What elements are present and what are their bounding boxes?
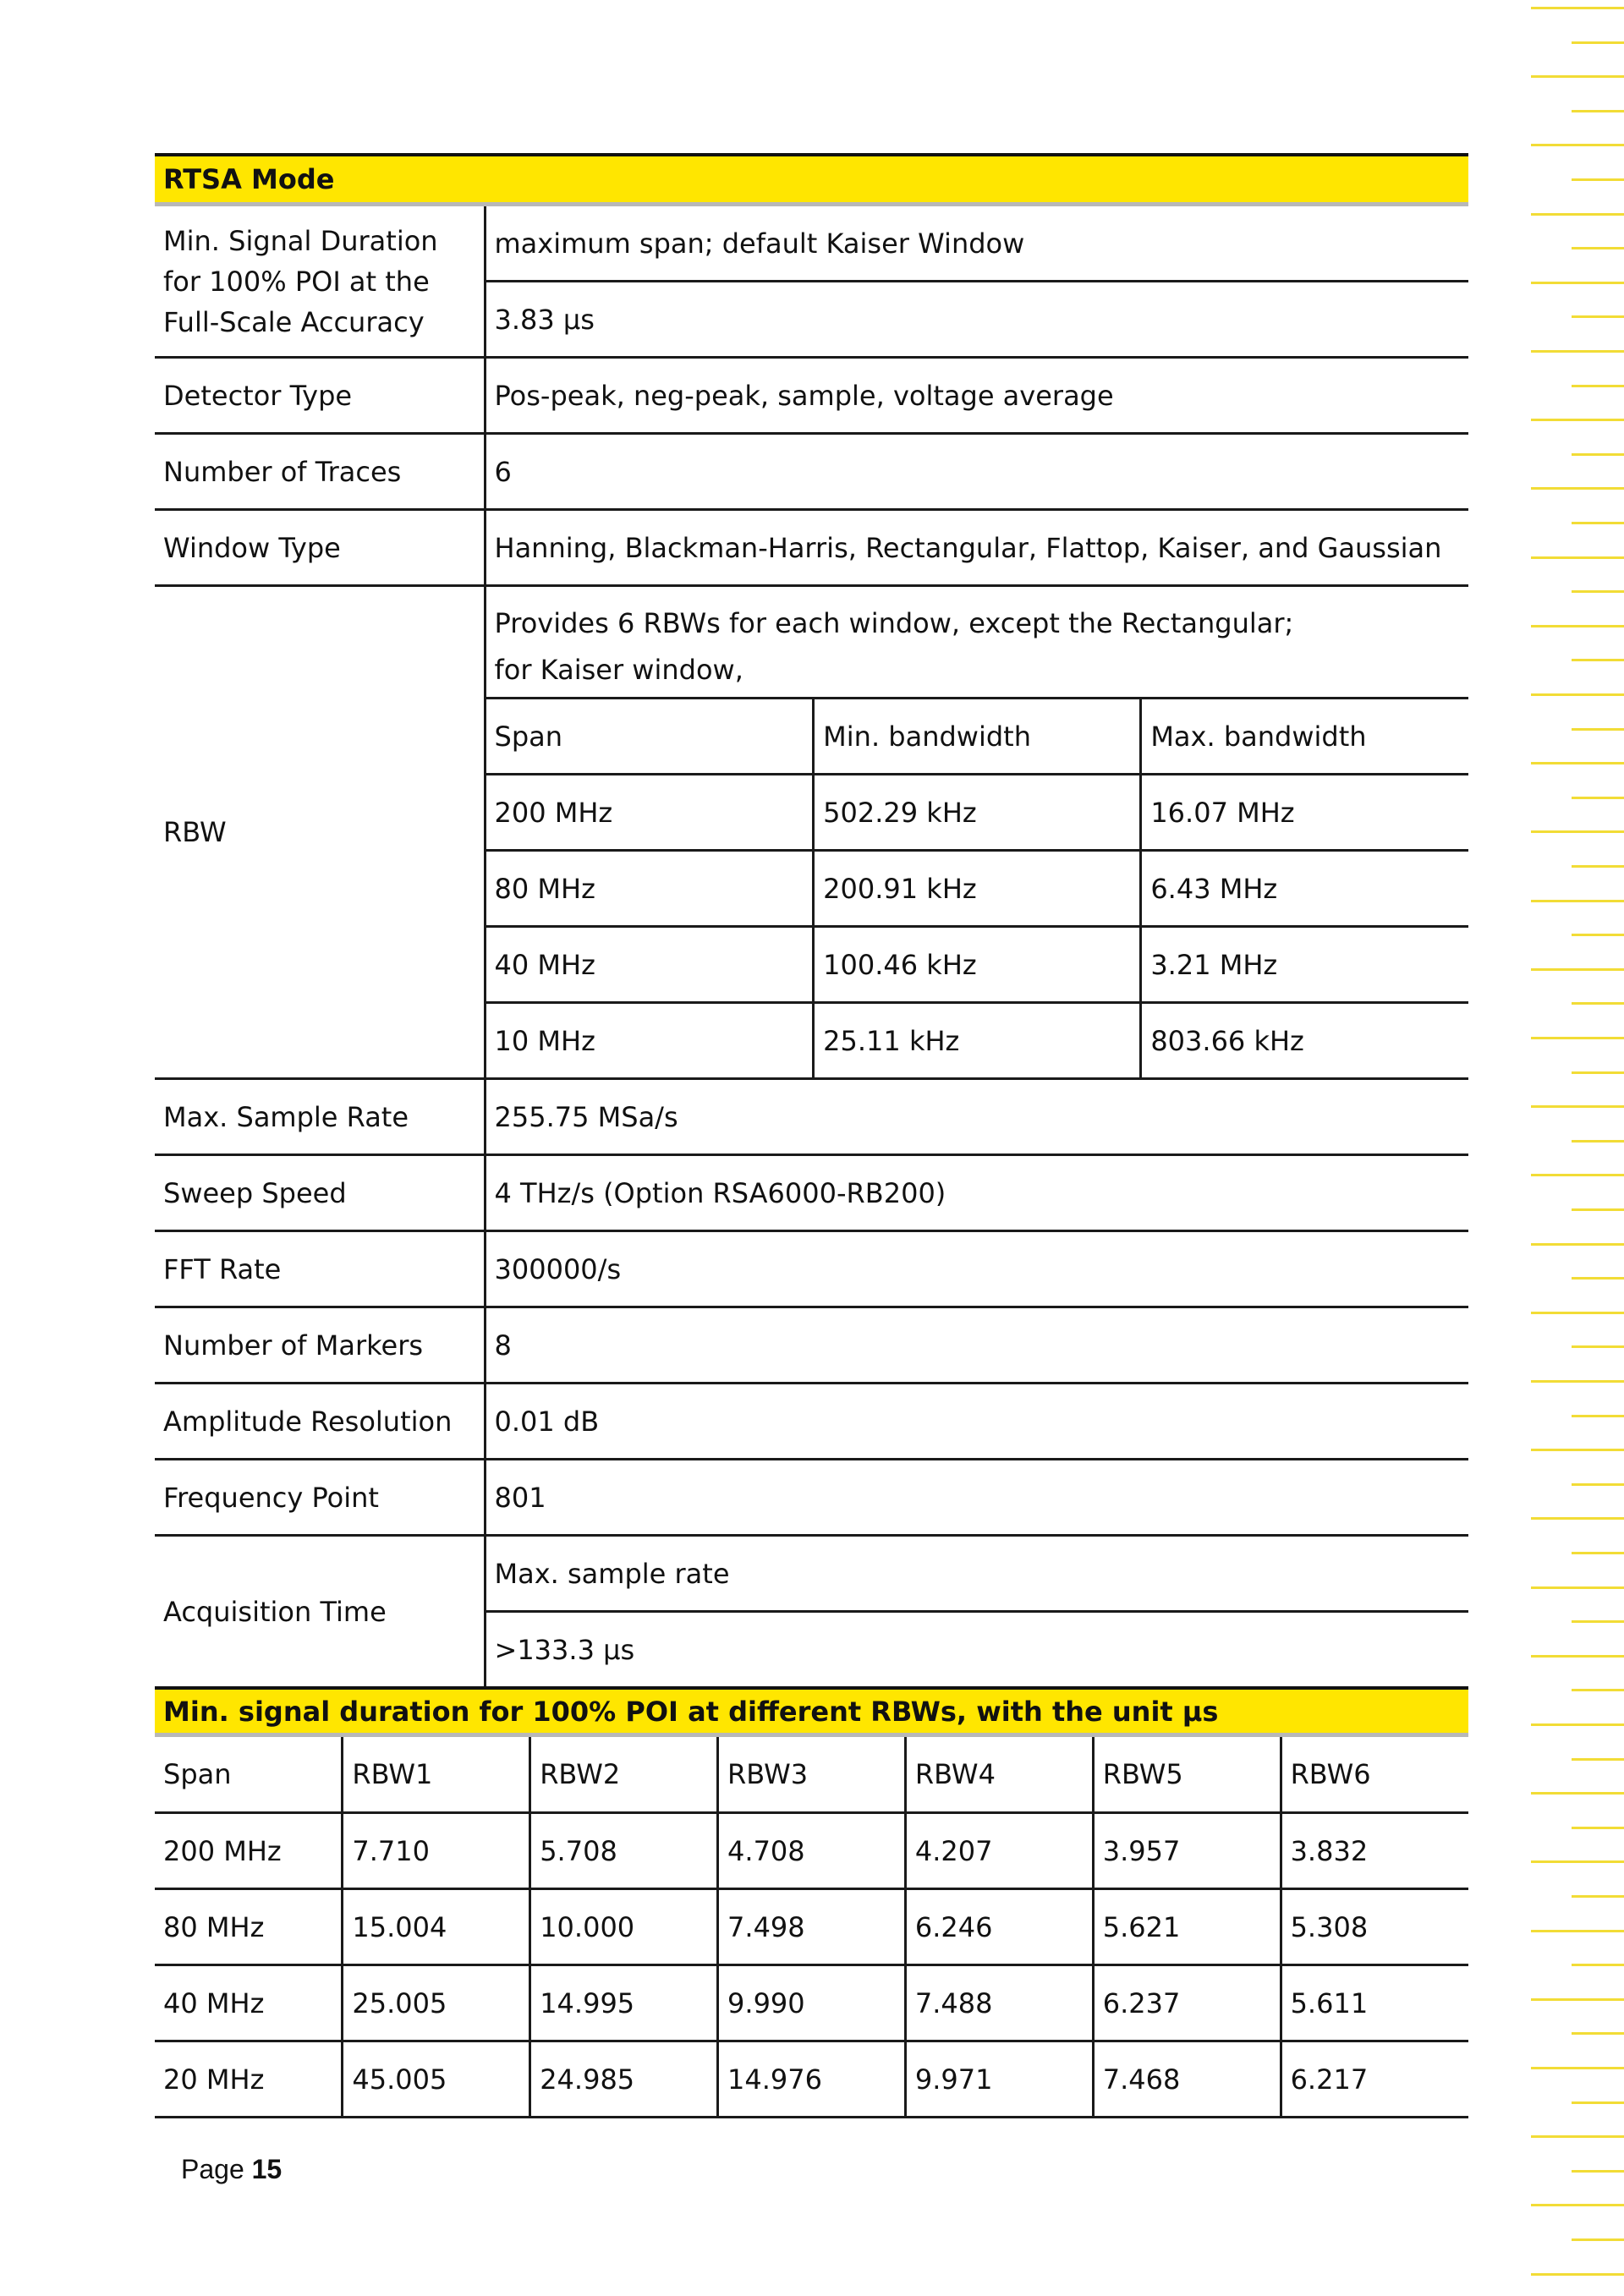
margin-tick	[1531, 693, 1624, 696]
poi-cell: 5.708	[530, 1813, 718, 1889]
margin-tick	[1531, 1517, 1624, 1520]
spec-value: Hanning, Blackman-Harris, Rectangular, Flattop, Kaiser, and Gaussian	[485, 510, 1468, 586]
margin-tick	[1572, 1689, 1624, 1691]
spec-sheet	[155, 153, 1468, 2118]
spec-label: Min. Signal Duration for 100% POI at the Full-Scale Accuracy	[155, 206, 485, 358]
rbw-table	[486, 699, 1469, 1077]
margin-tick	[1572, 385, 1624, 387]
spec-label: Max. Sample Rate	[155, 1079, 485, 1155]
spec-label: Number of Traces	[155, 434, 485, 510]
margin-tick	[1531, 1998, 1624, 2001]
poi-cell: 7.710	[343, 1813, 530, 1889]
poi-header-cell: RBW1	[343, 1737, 530, 1813]
rbw-intro-line-1: Provides 6 RBWs for each window, except the Rectangular;	[494, 607, 1294, 639]
margin-tick	[1531, 556, 1624, 559]
margin-tick	[1572, 2170, 1624, 2173]
margin-tick	[1572, 1827, 1624, 1829]
margin-tick	[1572, 2238, 1624, 2241]
poi-cell: 7.488	[905, 1965, 1093, 2041]
margin-tick	[1531, 1655, 1624, 1658]
spec-label: Frequency Point	[155, 1460, 485, 1536]
margin-tick	[1531, 1174, 1624, 1176]
spec-row-fft-rate	[155, 1231, 1468, 1307]
margin-tick	[1531, 1792, 1624, 1795]
poi-title: Min. signal duration for 100% POI at different RBWs, with the unit μs	[155, 1688, 1468, 1735]
spec-value: Pos-peak, neg-peak, sample, voltage average	[485, 358, 1468, 434]
poi-header-table	[155, 1686, 1468, 1737]
poi-header-cell: RBW5	[1093, 1737, 1281, 1813]
rbw-row	[486, 775, 1469, 851]
poi-row	[155, 1813, 1468, 1889]
spec-row-sweep-speed	[155, 1155, 1468, 1231]
margin-tick	[1572, 110, 1624, 112]
spec-value: 6	[485, 434, 1468, 510]
poi-cell: 5.611	[1281, 1965, 1468, 2041]
margin-tick	[1572, 1345, 1624, 1348]
rtsa-title: RTSA Mode	[155, 155, 1468, 205]
margin-tick	[1531, 1860, 1624, 1863]
spec-row-acquisition	[155, 1536, 1468, 1612]
spec-value: 801	[485, 1460, 1468, 1536]
rbw-cell: 200 MHz	[486, 775, 814, 851]
margin-tick	[1572, 522, 1624, 524]
margin-tick	[1531, 213, 1624, 216]
spec-value: 300000/s	[485, 1231, 1468, 1307]
rbw-intro	[486, 587, 1469, 699]
margin-tick	[1531, 1380, 1624, 1383]
rbw-row	[486, 927, 1469, 1003]
poi-cell: 5.621	[1093, 1889, 1281, 1965]
margin-tick	[1572, 1483, 1624, 1486]
margin-tick	[1572, 1002, 1624, 1005]
poi-cell: 5.308	[1281, 1889, 1468, 1965]
poi-cell: 9.990	[718, 1965, 906, 2041]
margin-tick	[1531, 900, 1624, 902]
spec-row-sample-rate	[155, 1079, 1468, 1155]
rtsa-spec-table	[155, 153, 1468, 206]
margin-tick	[1531, 7, 1624, 9]
poi-cell: 4.708	[718, 1813, 906, 1889]
margin-tick	[1572, 41, 1624, 44]
margin-tick	[1531, 2204, 1624, 2206]
rbw-header-row	[486, 699, 1469, 775]
poi-row	[155, 2041, 1468, 2118]
spec-condition: maximum span; default Kaiser Window	[485, 206, 1468, 282]
margin-tick	[1572, 1277, 1624, 1280]
margin-tick	[1572, 2032, 1624, 2035]
margin-tick-marks	[1531, 0, 1624, 2296]
rbw-cell: 200.91 kHz	[814, 851, 1141, 927]
poi-header-cell: RBW4	[905, 1737, 1093, 1813]
margin-tick	[1572, 1552, 1624, 1554]
margin-tick	[1572, 1071, 1624, 1074]
poi-cell: 40 MHz	[155, 1965, 343, 2041]
margin-tick	[1572, 865, 1624, 868]
margin-tick	[1531, 2273, 1624, 2276]
rbw-cell: 25.11 kHz	[814, 1003, 1141, 1078]
poi-row	[155, 1889, 1468, 1965]
rbw-cell: 100.46 kHz	[814, 927, 1141, 1003]
margin-tick	[1572, 934, 1624, 936]
poi-header-cell: Span	[155, 1737, 343, 1813]
spec-condition: Max. sample rate	[485, 1536, 1468, 1612]
spec-label: Amplitude Resolution	[155, 1384, 485, 1460]
poi-cell: 6.237	[1093, 1965, 1281, 2041]
rbw-row	[486, 1003, 1469, 1078]
poi-cell: 80 MHz	[155, 1889, 343, 1965]
poi-header-cell: RBW6	[1281, 1737, 1468, 1813]
poi-cell: 6.246	[905, 1889, 1093, 1965]
spec-value: 255.75 MSa/s	[485, 1079, 1468, 1155]
poi-section-header	[155, 1688, 1468, 1735]
poi-header-cell: RBW2	[530, 1737, 718, 1813]
poi-table	[155, 1737, 1468, 2118]
margin-tick	[1531, 1312, 1624, 1314]
margin-tick	[1572, 1415, 1624, 1417]
rbw-cell: 16.07 MHz	[1141, 775, 1468, 851]
margin-tick	[1531, 1105, 1624, 1108]
margin-tick	[1531, 1037, 1624, 1039]
poi-cell: 7.498	[718, 1889, 906, 1965]
poi-cell: 7.468	[1093, 2041, 1281, 2118]
poi-cell: 24.985	[530, 2041, 718, 2118]
spec-value: >133.3 μs	[494, 1633, 635, 1666]
rbw-cell: 803.66 kHz	[1150, 1024, 1304, 1057]
margin-tick	[1531, 968, 1624, 971]
poi-row	[155, 1965, 1468, 2041]
spec-label: Acquisition Time	[155, 1536, 485, 1687]
rbw-detail	[485, 586, 1468, 1079]
spec-value: 0.01 dB	[485, 1384, 1468, 1460]
rbw-header-cell: Max. bandwidth	[1141, 699, 1468, 775]
margin-tick	[1572, 728, 1624, 731]
poi-cell: 15.004	[343, 1889, 530, 1965]
poi-cell: 3.957	[1093, 1813, 1281, 1889]
poi-cell: 200 MHz	[155, 1813, 343, 1889]
margin-tick	[1572, 178, 1624, 181]
rbw-header-cell: Min. bandwidth	[814, 699, 1141, 775]
spec-value: 3.83 μs	[485, 282, 1468, 358]
spec-label: Number of Markers	[155, 1307, 485, 1384]
spec-row-detector	[155, 358, 1468, 434]
margin-tick	[1572, 797, 1624, 799]
poi-cell: 10.000	[530, 1889, 718, 1965]
page-label: Page	[181, 2154, 244, 2184]
page-number: 15	[251, 2154, 283, 2184]
poi-cell: 14.995	[530, 1965, 718, 2041]
margin-tick	[1572, 1964, 1624, 1966]
margin-tick	[1572, 1895, 1624, 1898]
rbw-header-cell: Span	[486, 699, 814, 775]
rbw-cell: 10 MHz	[486, 1003, 814, 1078]
margin-tick	[1572, 1208, 1624, 1211]
rtsa-section-header	[155, 155, 1468, 205]
margin-tick	[1572, 247, 1624, 249]
rbw-intro-line-2: for Kaiser window,	[494, 654, 743, 686]
rbw-cell: 80 MHz	[486, 851, 814, 927]
margin-tick	[1531, 350, 1624, 353]
rbw-row	[486, 851, 1469, 927]
poi-cell: 3.832	[1281, 1813, 1468, 1889]
poi-cell: 25.005	[343, 1965, 530, 2041]
spec-row-amplitude-resolution	[155, 1384, 1468, 1460]
poi-cell: 14.976	[718, 2041, 906, 2118]
margin-tick	[1531, 419, 1624, 421]
spec-label: FFT Rate	[155, 1231, 485, 1307]
rbw-cell: 3.21 MHz	[1141, 927, 1468, 1003]
margin-tick	[1531, 830, 1624, 833]
poi-cell: 20 MHz	[155, 2041, 343, 2118]
rtsa-rows	[155, 206, 1468, 1686]
spec-label: Detector Type	[155, 358, 485, 434]
poi-cell: 4.207	[905, 1813, 1093, 1889]
margin-tick	[1531, 2135, 1624, 2138]
rbw-cell: 40 MHz	[486, 927, 814, 1003]
margin-tick	[1531, 487, 1624, 490]
margin-tick	[1572, 315, 1624, 318]
margin-tick	[1572, 1620, 1624, 1623]
spec-row-markers	[155, 1307, 1468, 1384]
spec-label: Window Type	[155, 510, 485, 586]
spec-row-frequency-point	[155, 1460, 1468, 1536]
margin-tick	[1531, 75, 1624, 78]
margin-tick	[1531, 144, 1624, 146]
spec-row-traces	[155, 434, 1468, 510]
margin-tick	[1531, 1586, 1624, 1589]
poi-cell: 6.217	[1281, 2041, 1468, 2118]
spec-value: 4 THz/s (Option RSA6000-RB200)	[485, 1155, 1468, 1231]
poi-cell: 9.971	[905, 2041, 1093, 2118]
spec-row-rbw	[155, 586, 1468, 1079]
margin-tick	[1531, 282, 1624, 284]
spec-value: 8	[485, 1307, 1468, 1384]
margin-tick	[1531, 625, 1624, 627]
spec-row-min-signal	[155, 206, 1468, 282]
margin-tick	[1531, 1930, 1624, 1932]
poi-header-cell: RBW3	[718, 1737, 906, 1813]
margin-tick	[1572, 1758, 1624, 1761]
page-footer	[181, 2154, 282, 2185]
spec-label: RBW	[155, 586, 485, 1079]
rbw-cell: 6.43 MHz	[1141, 851, 1468, 927]
margin-tick	[1572, 453, 1624, 456]
margin-tick	[1572, 1140, 1624, 1143]
margin-tick	[1531, 1243, 1624, 1246]
margin-tick	[1572, 590, 1624, 593]
margin-tick	[1531, 762, 1624, 764]
rbw-cell: 502.29 kHz	[814, 775, 1141, 851]
poi-header-row	[155, 1737, 1468, 1813]
spec-label: Sweep Speed	[155, 1155, 485, 1231]
margin-tick	[1572, 659, 1624, 661]
margin-tick	[1531, 1723, 1624, 1726]
poi-cell: 45.005	[343, 2041, 530, 2118]
margin-tick	[1531, 1449, 1624, 1451]
margin-tick	[1531, 2067, 1624, 2069]
spec-row-window	[155, 510, 1468, 586]
margin-tick	[1572, 2101, 1624, 2104]
